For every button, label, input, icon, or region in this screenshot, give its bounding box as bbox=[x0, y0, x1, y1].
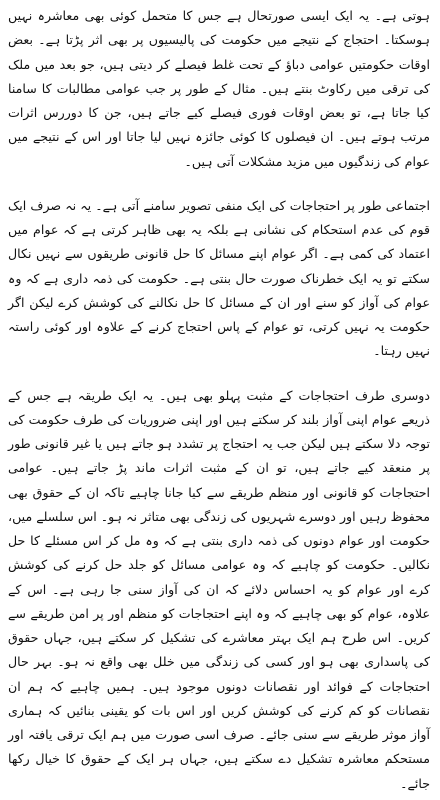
paragraph-gap bbox=[8, 364, 430, 384]
paragraph-3: دوسری طرف احتجاجات کے مثبت پہلو بھی ہیں۔ یہ ایک طریقہ ہے جس کے ذریعے عوام اپنی آواز بلند کر سکتے ہیں اور اپنی ضروریات کی طرف حکومت کی توجہ دلا سکتے ہیں لیکن جب یہ احتجاج پر تشدد ہو جاتے ہیں یا غیر قانونی طور پر منعقد کیے جاتے ہیں، تو ان کے مثبت اثرات ماند پڑ جاتے ہیں۔ عوامی احتجاجات کو قانونی اور منظم طریقے سے کیا جانا چاہیے تاکہ ان کے حقوق بھی محفوظ رہیں اور دوسرے شہریوں کی زندگی بھی متاثر نہ ہو۔ اس سلسلے میں، حکومت اور عوام دونوں کی ذمہ داری بنتی ہے کہ وہ مل کر اس مسئلے کا حل نکالیں۔ حکومت کو چاہیے کہ وہ عوامی مسائل کو جلد حل کرنے کی کوشش کرے اور عوام کو یہ احساس دلائے کہ ان کی آواز سنی جا رہی ہے۔ اس کے علاوہ، عوام کو بھی چاہیے کہ وہ اپنے احتجاجات کو منظم اور پر امن طریقے سے کریں۔ اس طرح ہم ایک بہتر معاشرے کی تشکیل کر سکتے ہیں، جہاں حقوق کی پاسداری بھی ہو اور کسی کی زندگی میں خلل بھی واقع نہ ہو۔ بہر حال احتجاجات کے فوائد اور نقصانات دونوں موجود ہیں۔ ہمیں چاہیے کہ ہم ان نقصانات کو کم کرنے کی کوشش کریں اور اس بات کو یقینی بنائیں کہ ہماری آواز موثر طریقے سے سنی جائے۔ صرف اسی صورت میں ہم ایک ترقی یافتہ اور مستحکم معاشرہ تشکیل دے سکتے ہیں، جہاں ہر ایک کے حقوق کا خیال رکھا جائے۔ bbox=[8, 387, 430, 791]
paragraph-2: اجتماعی طور پر احتجاجات کی ایک منفی تصویر سامنے آتی ہے۔ یہ نہ صرف ایک قوم کی عدم استحکام کی نشانی ہے بلکہ یہ بھی ظاہر کرتی ہے کہ عوام میں اعتماد کی کمی ہے۔ اگر عوام اپنے مسائل کا حل قانونی طریقوں سے نہیں نکال سکتے تو یہ ایک خطرناک صورت حال بنتی ہے۔ حکومت کی ذمہ داری ہے کہ وہ عوام کی آواز کو سنے اور ان کے مسائل کا حل نکالنے کی کوشش کرے لیکن اگر حکومت یہ نہیں کرتی، تو عوام کے پاس احتجاج کرنے کے علاوہ اور کوئی راستہ نہیں رہتا۔ bbox=[8, 197, 430, 359]
paragraph-1: ہوتی ہے۔ یہ ایک ایسی صورتحال ہے جس کا متحمل کوئی بھی معاشرہ نہیں ہوسکتا۔ احتجاج کے نتیجے میں حکومت کی پالیسیوں پر بھی اثر پڑتا ہے۔ بعض اوقات حکومتیں عوامی دباؤ کے تحت غلط فیصلے کر دیتی ہیں، جو بعد میں ملک کی ترقی میں رکاوٹ بنتے ہیں۔ مثال کے طور پر جب عوامی مطالبات کا سامنا کیا جاتا ہے، تو بعض اوقات فوری فیصلے کیے جاتے ہیں، جن کا دوررس اثرات مرتب ہوتے ہیں۔ ان فیصلوں کا کوئی جائزہ نہیں لیا جاتا اور اس کے نتیجے میں عوام کی زندگیوں میں مزید مشکلات آتی ہیں۔ bbox=[8, 8, 430, 169]
paragraph-gap bbox=[8, 174, 430, 194]
